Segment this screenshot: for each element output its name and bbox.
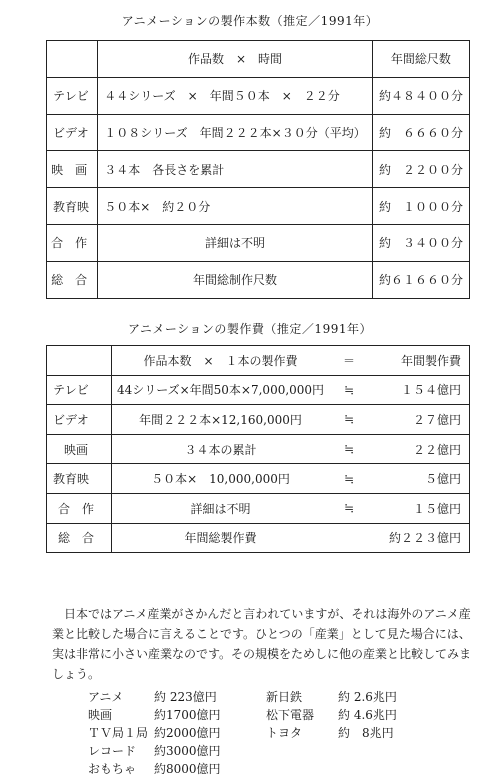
industry-list-right [266,688,418,742]
row-op: ≒ [343,501,355,516]
row-right: 約 ３４００分 [372,224,469,261]
table-row [47,261,470,298]
item-value: 約2000億円 [154,726,221,740]
row-formula: ５０本× 10,000,000円 [151,472,290,487]
row-label: 教育映 [47,464,112,494]
item-name: おもちゃ [88,762,137,776]
body-paragraph: 日本ではアニメ産業がさかんだと言われていますが、それは海外のアニメ産業と比較した場合に言えることです。ひとつの「産業」として見た場合には、実は非常に小さい産業なのです。その規模をためしに他の産業と比較してみましょう。 [52,607,472,681]
row-label: 合 作 [47,224,98,261]
row-cell [112,375,470,405]
row-middle: 年間総制作尺数 [98,261,372,298]
header-empty-cell [47,346,112,376]
row-label: テレビ [47,375,112,405]
list-item [266,724,418,742]
row-middle: ３４本 各長さを累計 [98,151,372,188]
item-value: 約 2.6兆円 [338,690,397,704]
list-item [88,742,234,760]
table-row [47,114,470,151]
table-row [47,464,470,494]
header-empty-cell [47,41,98,78]
row-right: 約 ６６６０分 [372,114,469,151]
row-middle: 詳細は不明 [98,224,372,261]
row-label: ビデオ [47,114,98,151]
table1-caption: アニメーションの製作本数（推定／1991年） [121,14,379,28]
row-label: 教育映 [47,188,98,225]
row-cell [112,493,470,523]
row-cell [112,405,470,435]
item-value: 約 4.6兆円 [338,708,397,722]
item-name: 新日鉄 [266,690,303,704]
production-count-table [46,40,470,299]
row-formula: ３４本の累計 [184,442,257,457]
row-middle: １０８シリーズ 年間２２２本×３０分（平均） [98,114,372,151]
table-row [47,375,470,405]
row-right: 約 １０００分 [372,188,469,225]
list-item [88,724,234,742]
row-right: 約 ２２００分 [372,151,469,188]
item-value: 約 223億円 [154,690,217,704]
production-cost-table [46,345,470,553]
header-cell [112,346,470,376]
table-row [47,151,470,188]
table-header-row [47,346,470,376]
table-row [47,434,470,464]
list-item [88,760,234,778]
list-item [266,688,418,706]
item-name: レコード [88,744,137,758]
row-formula: 年間２２２本×12,160,000円 [139,412,302,427]
row-formula: 44シリーズ×年間50本×7,000,000円 [116,383,325,398]
row-label: 合 作 [47,493,112,523]
row-right: 約４８４００分 [372,77,469,114]
header-right: 年間製作費 [400,353,461,368]
item-value: 約1700億円 [154,708,221,722]
header-right: 年間総尺数 [372,41,469,78]
item-name: ＴＶ局１局 [88,726,149,740]
list-item [88,688,234,706]
header-op: ＝ [342,353,355,368]
industry-list-left [88,688,234,778]
row-formula: 年間総製作費 [184,531,257,546]
row-label: 映画 [47,434,112,464]
row-right: 約６１６６０分 [372,261,469,298]
row-label: 総 合 [47,523,112,553]
header-left: 作品本数 × １本の製作費 [143,353,298,368]
row-middle: ５０本× 約２０分 [98,188,372,225]
table-row [47,523,470,553]
row-value: 約２２３億円 [388,531,461,546]
table-row [47,493,470,523]
row-op: ≒ [343,471,355,486]
row-label: 総 合 [47,261,98,298]
list-item [266,706,418,724]
table-header-row [47,41,470,78]
item-value: 約 8兆円 [338,726,394,740]
item-name: アニメ [88,690,124,704]
item-value: 約3000億円 [154,744,221,758]
row-value: １５億円 [412,501,461,516]
table-row [47,188,470,225]
table-row [47,224,470,261]
row-label: ビデオ [47,405,112,435]
item-name: 映画 [88,708,113,722]
table2-caption: アニメーションの製作費（推定／1991年） [128,322,372,336]
row-value: ２２億円 [412,442,461,457]
table-row [47,77,470,114]
row-op: ≒ [343,412,355,427]
row-cell [112,523,470,553]
item-name: 松下電器 [266,708,315,722]
table-row [47,405,470,435]
header-middle: 作品数 × 時間 [98,41,372,78]
row-value: ５億円 [424,472,461,487]
row-op: ≒ [343,382,355,397]
row-label: テレビ [47,77,98,114]
row-cell [112,434,470,464]
row-middle: ４４シリーズ × 年間５０本 × ２２分 [98,77,372,114]
item-name: トヨタ [266,726,303,740]
row-formula: 詳細は不明 [190,501,251,516]
item-value: 約8000億円 [154,762,221,776]
row-value: １５４億円 [400,383,461,398]
row-op: ≒ [343,442,355,457]
row-cell [112,464,470,494]
row-label: 映 画 [47,151,98,188]
list-item [88,706,234,724]
row-value: ２７億円 [412,412,461,427]
